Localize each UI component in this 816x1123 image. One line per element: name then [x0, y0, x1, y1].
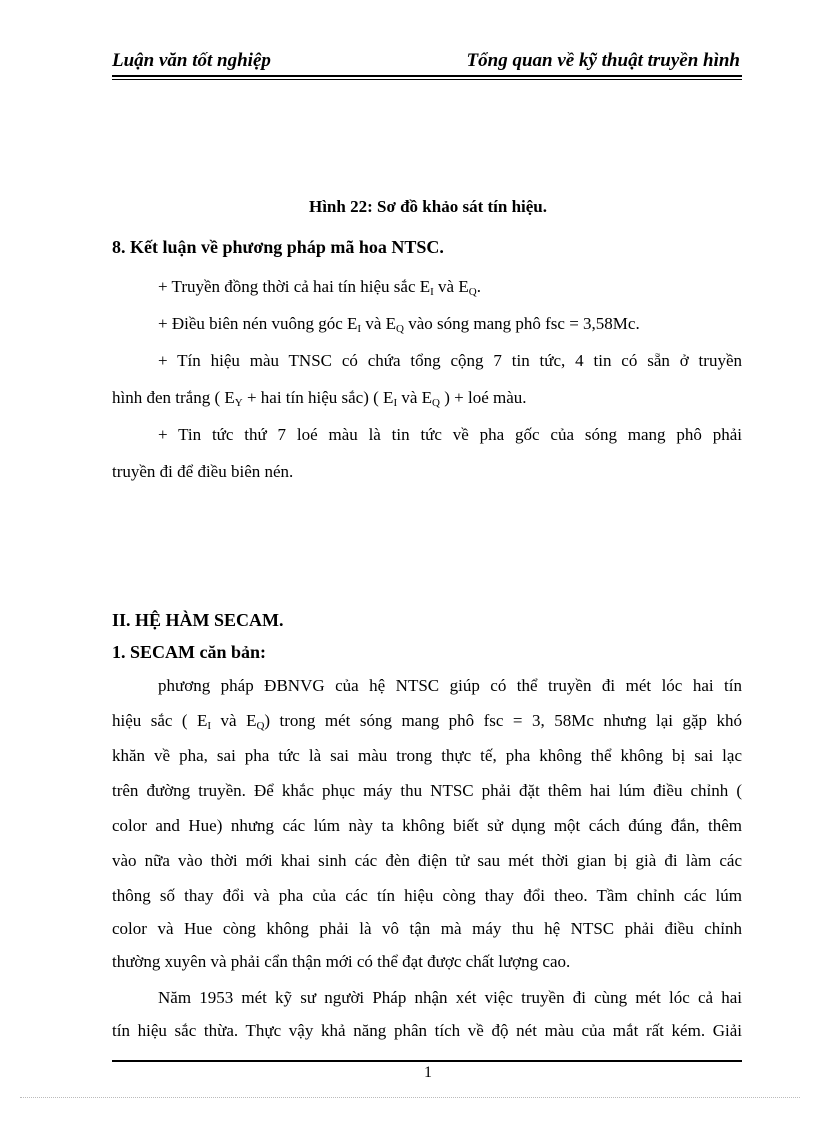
paragraph-1-line-1: phương pháp ĐBNVG của hệ NTSC giúp có thể truyền đi mét lóc hai tín [158, 676, 742, 695]
bullet-4-line-2: truyền đi để điều biên nén. [112, 462, 294, 481]
figure-caption: Hình 22: Sơ đồ khảo sát tín hiệu. [308, 197, 548, 216]
paragraph-1-line-2: hiệu sắc ( $E_I$ và $E_Q$) trong mét sóng mang phô fsc = 3, 58Mc nhưng lại gặp khó [112, 711, 742, 732]
section-ii-heading: II. HỆ HÀM SECAM. [112, 610, 284, 630]
bullet-3-line-1: + Tín hiệu màu TNSC có chứa tổng cộng 7 tin tức, 4 tin có sẵn ở truyền [158, 351, 742, 370]
paragraph-1-line-5: color and Hue) nhưng các lúm này ta không biết sử dụng một cách đúng đắn, thêm [112, 816, 742, 835]
paragraph-1-line-3: khăn về pha, sai pha tức là sai màu trong thực tế, pha không thể không bị sai lạc [112, 746, 742, 765]
page-edge-dotted-line [20, 1097, 800, 1098]
page-number: 1 [424, 1064, 432, 1081]
header-rule [112, 75, 742, 80]
paragraph-2-line-1: Năm 1953 mét kỹ sư người Pháp nhận xét việc truyền đi cùng mét lóc cả hai [158, 988, 742, 1007]
header-left-title: Luận văn tốt nghiệp [112, 50, 271, 71]
paragraph-1-line-9: thường xuyên và phải cẩn thận mới có thể đạt được chất lượng cao. [112, 952, 571, 971]
paragraph-2-line-2: tín hiệu sắc thừa. Thực vậy khả năng phân tích về độ nét màu của mắt rất kém. Giải [112, 1021, 742, 1040]
bullet-1: + Truyền đồng thời cả hai tín hiệu sắc $E_I$ và $E_Q$. [158, 277, 481, 298]
footer-rule [112, 1060, 742, 1062]
header-right-title: Tổng quan về kỹ thuật truyền hình [466, 50, 740, 71]
bullet-2: + Điều biên nén vuông góc $E_I$ và $E_Q$ vào sóng mang phô fsc = 3,58Mc. [158, 314, 640, 335]
paragraph-1-line-4: trên đường truyền. Để khắc phục máy thu NTSC phải đặt thêm hai lúm điều chỉnh ( [112, 781, 742, 800]
paragraph-1-line-8: color và Hue còng không phải là vô tận mà máy thu hệ NTSC phải điều chỉnh [112, 919, 742, 938]
subsection-1-heading: 1. SECAM căn bản: [112, 642, 267, 662]
paragraph-1-line-7: thông số thay đổi và pha của các tín hiệu còng thay đổi theo. Tầm chỉnh các lúm [112, 886, 742, 905]
section-8-heading: 8. Kết luận về phương pháp mã hoa NTSC. [112, 237, 444, 257]
bullet-4-line-1: + Tin tức thứ 7 loé màu là tin tức về pha gốc của sóng mang phô phải [158, 425, 742, 444]
bullet-3-line-2: hình đen trắng ( $E_Y$ + hai tín hiệu sắc) ( $E_I$ và $E_Q$ ) + loé màu. [112, 388, 527, 409]
paragraph-1-line-6: vào nữa vào thời mới khai sinh các đèn điện tử sau mét thời gian bị già đi làm các [112, 851, 742, 870]
